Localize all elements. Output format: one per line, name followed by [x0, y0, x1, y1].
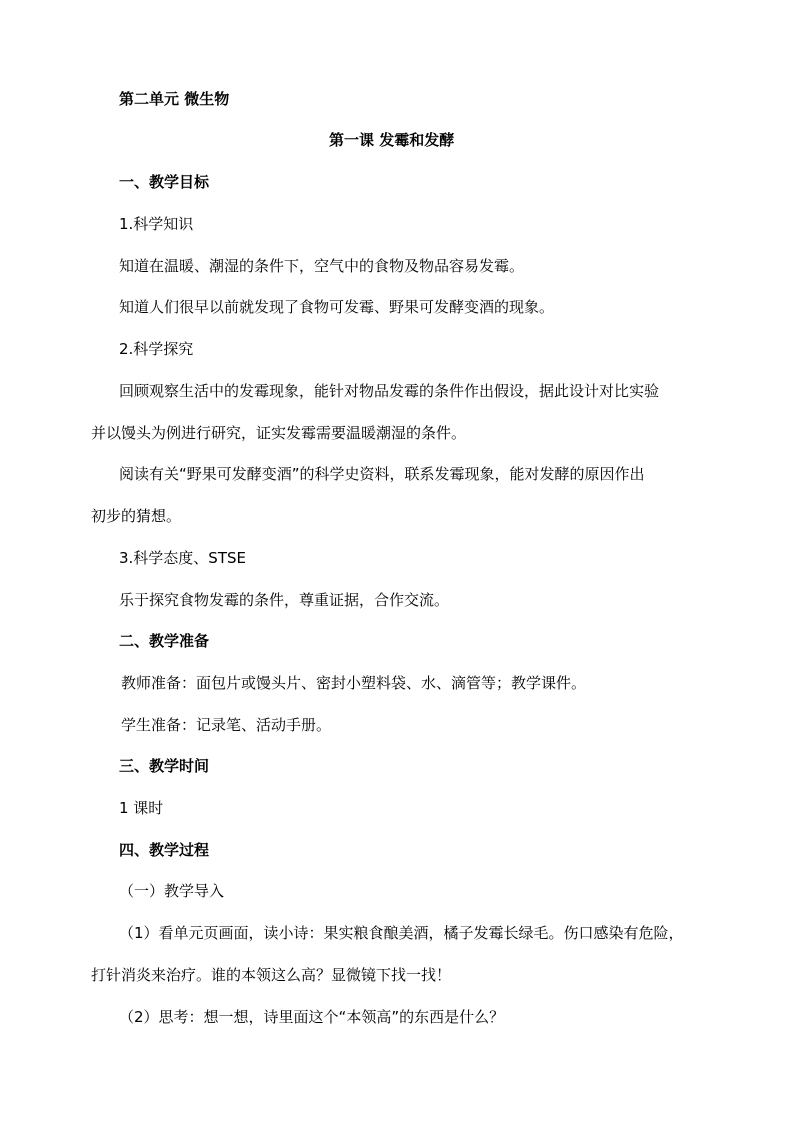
subheading-attitude: 3.科学态度、STSE	[119, 549, 246, 567]
subheading-intro: （一）教学导入	[119, 882, 225, 900]
paragraph: 乐于探究食物发霉的条件，尊重证据，合作交流。	[119, 591, 450, 609]
subheading-knowledge: 1.科学知识	[119, 215, 194, 233]
section-heading-preparation: 二、教学准备	[119, 632, 210, 650]
paragraph-line: 打针消炎来治疗。谁的本领这么高？显微镜下找一找！	[91, 966, 452, 984]
paragraph: 知道人们很早以前就发现了食物可发霉、野果可发酵变酒的现象。	[119, 298, 555, 316]
paragraph: 知道在温暖、潮湿的条件下，空气中的食物及物品容易发霉。	[119, 257, 525, 275]
teacher-preparation: 教师准备：面包片或馒头片、密封小塑料袋、水、滴管等；教学课件。	[121, 674, 587, 692]
paragraph-line: 回顾观察生活中的发霉现象，能针对物品发霉的条件作出假设，据此设计对比实验	[119, 382, 660, 400]
section-heading-goals: 一、教学目标	[119, 173, 210, 191]
lesson-title: 第一课 发霉和发酵	[329, 131, 455, 149]
paragraph: （2）思考：想一想，诗里面这个“本领高”的东西是什么？	[119, 1008, 505, 1026]
paragraph-line: 并以馒头为例进行研究，证实发霉需要温暖潮湿的条件。	[91, 424, 467, 442]
paragraph-line: （1）看单元页画面，读小诗：果实粮食酿美酒，橘子发霉长绿毛。伤口感染有危险，	[119, 924, 684, 942]
unit-title: 第二单元 微生物	[119, 90, 230, 108]
subheading-inquiry: 2.科学探究	[119, 340, 194, 358]
student-preparation: 学生准备：记录笔、活动手册。	[121, 716, 332, 734]
paragraph-line: 初步的猜想。	[91, 507, 182, 525]
lesson-duration: 1 课时	[119, 799, 164, 817]
section-heading-process: 四、教学过程	[119, 841, 210, 859]
section-heading-time: 三、教学时间	[119, 757, 210, 775]
paragraph-line: 阅读有关“野果可发酵变酒”的科学史资料，联系发霉现象，能对发酵的原因作出	[119, 465, 645, 483]
